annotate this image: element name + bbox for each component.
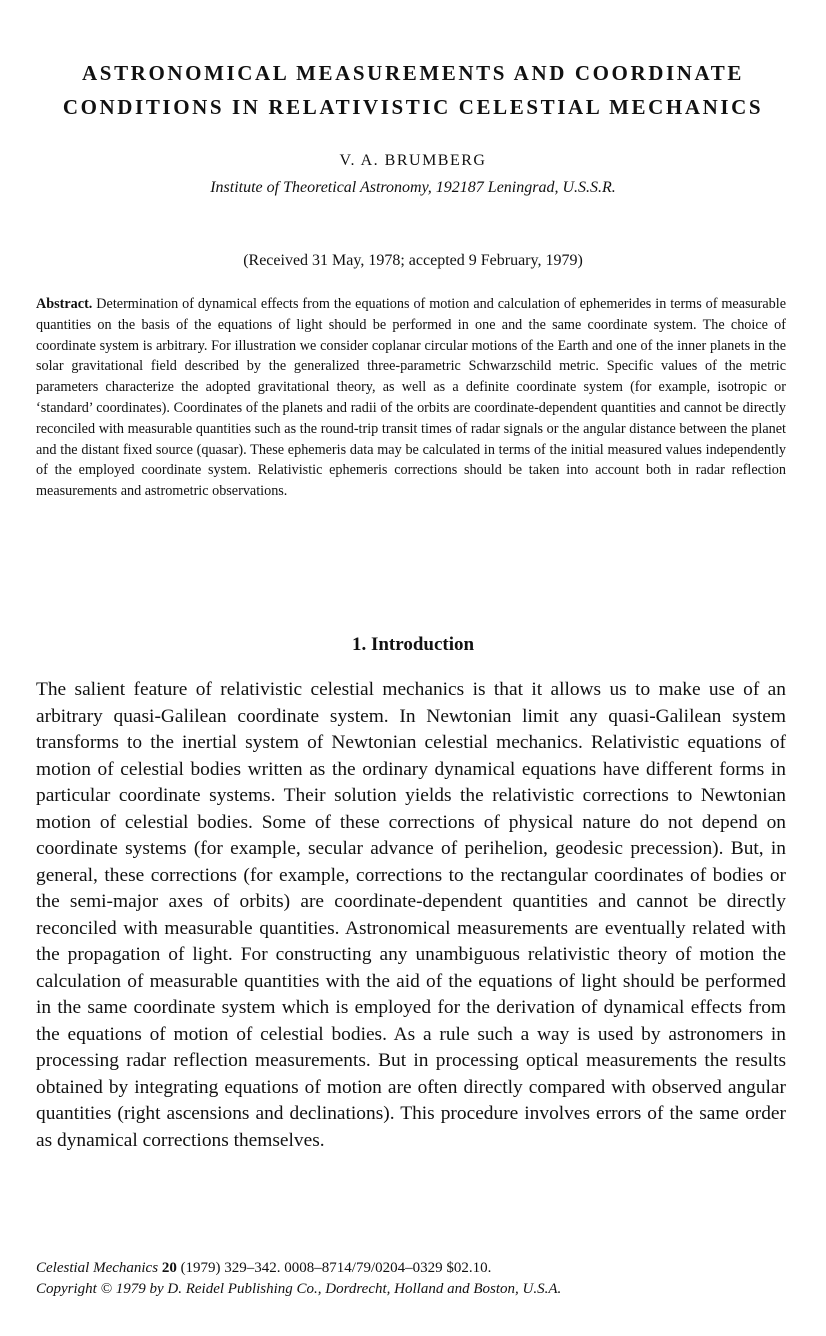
title-line-2: CONDITIONS IN RELATIVISTIC CELESTIAL MECHANICS: [62, 95, 764, 119]
section-heading: 1. Introduction: [351, 634, 475, 655]
citation-details: (1979) 329–342. 0008–8714/79/0204–0329 $02.10.: [180, 1260, 492, 1276]
title-line-1: ASTRONOMICAL MEASUREMENTS AND COORDINATE: [82, 61, 744, 85]
journal-volume: 20: [161, 1260, 177, 1276]
paper-title: [0, 56, 826, 124]
page-footer: [36, 1258, 796, 1300]
abstract-label: Abstract.: [36, 296, 93, 312]
received-dates: (Received 31 May, 1978; accepted 9 February, 1979): [243, 252, 583, 269]
author-name: V. A. BRUMBERG: [339, 152, 487, 169]
citation-line: [36, 1258, 796, 1279]
copyright-line: Copyright © 1979 by D. Reidel Publishing Co., Dordrecht, Holland and Boston, U.S.A.: [36, 1281, 562, 1297]
abstract-text: Determination of dynamical effects from the equations of motion and calculation of ephemerides in terms of measurable quantities on the basis of the equations of light should be performed in one and the same coordinate system. The choice of coordinate system is arbitrary. For illustration we consider coplanar circular motions of the Earth and one of the inner planets in the solar gravitational field described by the generalized three-parametric Schwarzschild metric. Specific values of the metric parameters characterize the adopted gravitational theory, as well as a definite coordinate system (for example, isotropic or ‘standard’ coordinates). Coordinates of the planets and radii of the orbits are coordinate-dependent quantities and cannot be directly reconciled with measurable quantities such as the round-trip transit times of radar signals or the angular distance between the planet and the distant fixed source (quasar). These ephemeris data may be calculated in terms of the initial measured values independently of the employed coordinate system. Relativistic ephemeris corrections should be taken into account both in radar reflection measurements and astrometric observations.: [36, 296, 786, 500]
abstract: [36, 294, 786, 502]
introduction-paragraph: The salient feature of relativistic celestial mechanics is that it allows us to make use of an arbitrary quasi-Galilean coordinate system. In Newtonian limit any quasi-Galilean system transforms to the inertial system of Newtonian celestial mechanics. Relativistic equations of motion of celestial bodies written as the ordinary dynamical equations have different forms in particular coordinate systems. Their solution yields the relativistic corrections to Newtonian motion of celestial bodies. Some of these corrections of physical nature do not depend on coordinate systems (for example, secular advance of perihelion, geodesic precession). But, in general, these corrections (for example, corrections to the rectangular coordinates of bodies or the semi-major axes of orbits) are coordinate-dependent quantities and cannot be directly reconciled with measurable quantities. Astronomical measurements are eventually related with the propagation of light. For constructing any unambiguous relativistic theory of motion the calculation of measurable quantities with the aid of the equations of light should be performed in the same coordinate system which is employed for the derivation of dynamical effects from the equations of motion of celestial bodies. As a rule such a way is used by astronomers in processing radar reflection measurements. But in processing optical measurements the results obtained by integrating equations of motion are often directly compared with observed angular quantities (right ascensions and declinations). This procedure involves errors of the same order as dynamical corrections themselves.: [36, 679, 786, 1151]
author-affiliation: Institute of Theoretical Astronomy, 192187 Leningrad, U.S.S.R.: [210, 179, 616, 196]
journal-name: Celestial Mechanics: [36, 1260, 159, 1276]
